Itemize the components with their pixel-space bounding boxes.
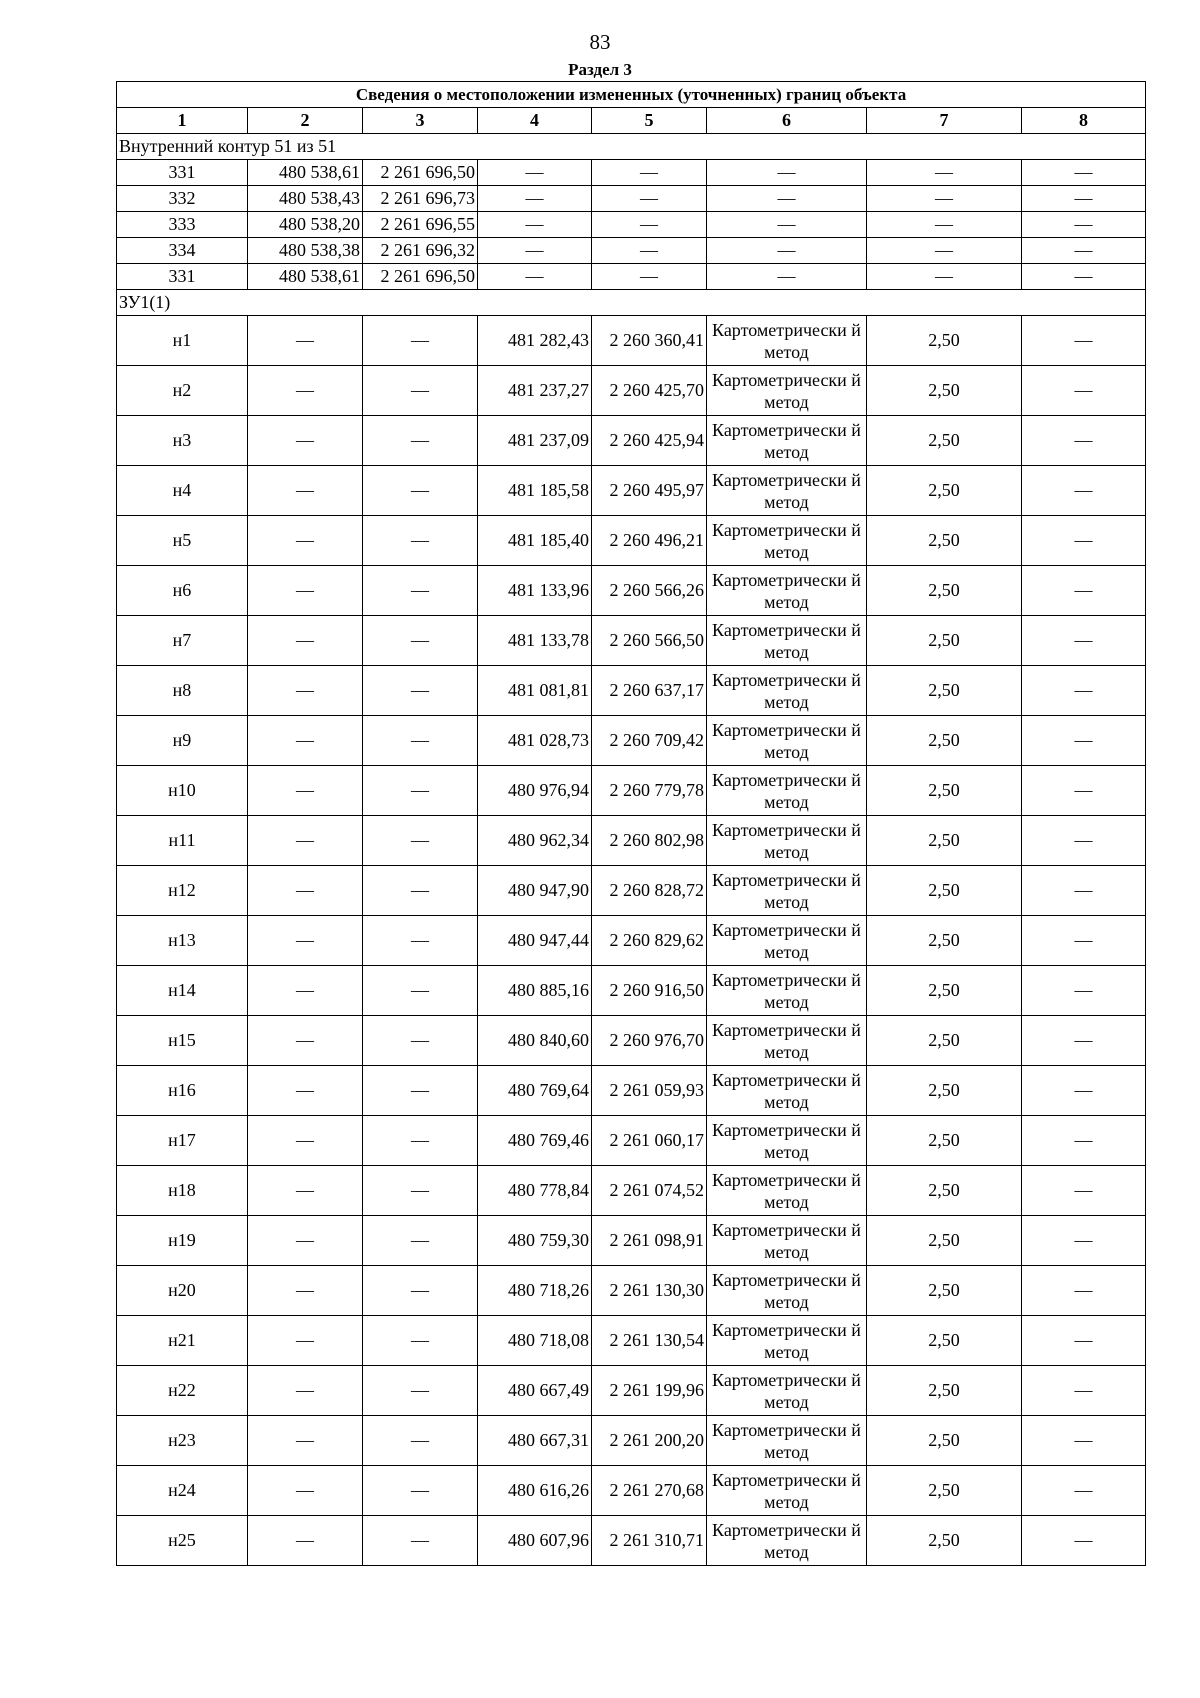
table-cell: н12 (117, 866, 248, 916)
table-cell: н10 (117, 766, 248, 816)
table-cell: 2 261 098,91 (592, 1216, 707, 1266)
table-cell: — (1022, 186, 1146, 212)
table-cell: — (478, 186, 592, 212)
table-row (117, 1466, 1146, 1516)
table-cell: 2 260 802,98 (592, 816, 707, 866)
table-cell: — (1022, 866, 1146, 916)
table-cell: — (707, 264, 867, 290)
table-cell: Картометрически й метод (707, 866, 867, 916)
table-cell: — (363, 1366, 478, 1416)
table-cell: — (363, 1416, 478, 1466)
table-cell: 2 261 200,20 (592, 1416, 707, 1466)
table-cell: 334 (117, 238, 248, 264)
table-cell: — (248, 1466, 363, 1516)
table-cell: 2 261 270,68 (592, 1466, 707, 1516)
table-cell: 2 261 074,52 (592, 1166, 707, 1216)
table-cell: 331 (117, 264, 248, 290)
table-cell: — (363, 716, 478, 766)
table-cell: — (1022, 666, 1146, 716)
table-row (117, 1066, 1146, 1116)
table-cell: — (1022, 1516, 1146, 1566)
table-cell: 333 (117, 212, 248, 238)
section-title: Раздел 3 (568, 60, 632, 79)
table-cell: 2 260 425,70 (592, 366, 707, 416)
table-row (117, 766, 1146, 816)
group-label: Внутренний контур 51 из 51 (117, 134, 1146, 160)
table-cell: 480 947,90 (478, 866, 592, 916)
table-cell: — (592, 264, 707, 290)
table-cell: 2 261 130,54 (592, 1316, 707, 1366)
table-cell: 2,50 (867, 1516, 1022, 1566)
table-cell: 481 237,27 (478, 366, 592, 416)
table-cell: 2 261 199,96 (592, 1366, 707, 1416)
column-header: 5 (592, 108, 707, 134)
table-cell: 481 081,81 (478, 666, 592, 716)
table-row (117, 666, 1146, 716)
table-row (117, 1216, 1146, 1266)
table-cell: н4 (117, 466, 248, 516)
table-row (117, 866, 1146, 916)
table-cell: — (592, 212, 707, 238)
table-cell: 2 261 060,17 (592, 1116, 707, 1166)
column-header: 6 (707, 108, 867, 134)
table-cell: — (1022, 264, 1146, 290)
table-cell: 481 133,78 (478, 616, 592, 666)
table-cell: Картометрически й метод (707, 1366, 867, 1416)
table-cell: 2 261 696,73 (363, 186, 478, 212)
table-cell: н19 (117, 1216, 248, 1266)
table-cell: Картометрически й метод (707, 766, 867, 816)
table-cell: — (1022, 1116, 1146, 1166)
table-cell: — (248, 716, 363, 766)
table-cell: — (1022, 1266, 1146, 1316)
table-cell: — (248, 366, 363, 416)
table-cell: 480 718,08 (478, 1316, 592, 1366)
table-cell: — (248, 1066, 363, 1116)
table-cell: 481 185,58 (478, 466, 592, 516)
table-cell: Картометрически й метод (707, 916, 867, 966)
table-cell: н22 (117, 1366, 248, 1416)
table-cell: 2 261 696,32 (363, 238, 478, 264)
table-cell: — (363, 816, 478, 866)
table-cell: Картометрически й метод (707, 1516, 867, 1566)
table-cell: 2,50 (867, 1116, 1022, 1166)
table-cell: 481 237,09 (478, 416, 592, 466)
table-cell: Картометрически й метод (707, 566, 867, 616)
table-cell: 2,50 (867, 466, 1022, 516)
table-cell: Картометрически й метод (707, 1266, 867, 1316)
table-row (117, 186, 1146, 212)
table-cell: — (248, 416, 363, 466)
table-cell: — (1022, 366, 1146, 416)
table-cell: 480 718,26 (478, 1266, 592, 1316)
table-cell: н5 (117, 516, 248, 566)
table-cell: — (867, 238, 1022, 264)
table-cell: 331 (117, 160, 248, 186)
table-cell: — (1022, 616, 1146, 666)
table-cell: н16 (117, 1066, 248, 1116)
table-cell: — (478, 238, 592, 264)
table-cell: 2,50 (867, 566, 1022, 616)
table-cell: — (363, 1316, 478, 1366)
table-cell: 2 261 696,50 (363, 160, 478, 186)
table-cell: — (363, 766, 478, 816)
group-label-row (117, 290, 1146, 316)
table-cell: 480 667,31 (478, 1416, 592, 1466)
column-header: 2 (248, 108, 363, 134)
table-row (117, 316, 1146, 366)
table-cell: 481 028,73 (478, 716, 592, 766)
table-cell: 2,50 (867, 666, 1022, 716)
table-cell: Картометрически й метод (707, 1016, 867, 1066)
table-cell: — (1022, 1466, 1146, 1516)
table-cell: — (707, 186, 867, 212)
table-cell: 2,50 (867, 366, 1022, 416)
table-cell: 2,50 (867, 316, 1022, 366)
table-cell: — (363, 1016, 478, 1066)
table-cell: 2 260 566,50 (592, 616, 707, 666)
table-cell: — (363, 366, 478, 416)
table-cell: — (248, 916, 363, 966)
table-cell: — (248, 1366, 363, 1416)
table-cell: Картометрически й метод (707, 316, 867, 366)
table-cell: н24 (117, 1466, 248, 1516)
table-cell: — (1022, 716, 1146, 766)
page-number: 83 (589, 30, 611, 54)
table-cell: — (248, 1116, 363, 1166)
table-cell: — (363, 516, 478, 566)
table-cell: 2,50 (867, 616, 1022, 666)
table-row (117, 466, 1146, 516)
table-cell: — (1022, 966, 1146, 1016)
coordinates-table (116, 81, 1146, 1566)
table-cell: 2 261 059,93 (592, 1066, 707, 1116)
column-header: 8 (1022, 108, 1146, 134)
table-row (117, 238, 1146, 264)
table-cell: — (248, 1216, 363, 1266)
table-row (117, 916, 1146, 966)
table-cell: — (363, 916, 478, 966)
table-cell: Картометрически й метод (707, 716, 867, 766)
table-cell: — (1022, 1166, 1146, 1216)
table-cell: 480 538,43 (248, 186, 363, 212)
table-cell: н3 (117, 416, 248, 466)
table-cell: — (363, 1116, 478, 1166)
table-cell: 2 261 696,55 (363, 212, 478, 238)
table-cell: — (248, 766, 363, 816)
table-cell: — (707, 238, 867, 264)
table-cell: — (248, 316, 363, 366)
table-cell: Картометрически й метод (707, 1116, 867, 1166)
table-cell: н25 (117, 1516, 248, 1566)
table-cell: — (248, 566, 363, 616)
table-row (117, 1166, 1146, 1216)
table-cell: 2 261 130,30 (592, 1266, 707, 1316)
table-cell: — (363, 566, 478, 616)
table-cell: — (363, 1216, 478, 1266)
table-cell: — (478, 212, 592, 238)
table-cell: — (248, 1416, 363, 1466)
table-cell: — (1022, 1216, 1146, 1266)
table-cell: н20 (117, 1266, 248, 1316)
table-cell: Картометрически й метод (707, 616, 867, 666)
table-cell: Картометрически й метод (707, 666, 867, 716)
table-row (117, 1316, 1146, 1366)
group-label: ЗУ1(1) (117, 290, 1146, 316)
table-cell: — (248, 816, 363, 866)
table-cell: н2 (117, 366, 248, 416)
column-header: 7 (867, 108, 1022, 134)
table-cell: Картометрически й метод (707, 816, 867, 866)
table-cell: — (248, 966, 363, 1016)
table-row (117, 416, 1146, 466)
table-cell: 2,50 (867, 1016, 1022, 1066)
table-cell: н7 (117, 616, 248, 666)
table-cell: 480 759,30 (478, 1216, 592, 1266)
table-cell: — (1022, 1416, 1146, 1466)
table-cell: — (1022, 1066, 1146, 1116)
table-cell: Картометрически й метод (707, 466, 867, 516)
table-cell: — (707, 160, 867, 186)
table-title: Сведения о местоположении измененных (уточненных) границ объекта (117, 82, 1146, 108)
table-cell: 2 261 696,50 (363, 264, 478, 290)
table-row (117, 1516, 1146, 1566)
table-cell: — (867, 160, 1022, 186)
table-cell: 481 282,43 (478, 316, 592, 366)
table-cell: — (363, 1466, 478, 1516)
table-cell: — (363, 316, 478, 366)
table-cell: 2,50 (867, 916, 1022, 966)
table-cell: 2,50 (867, 416, 1022, 466)
table-cell: — (363, 1266, 478, 1316)
table-cell: 480 885,16 (478, 966, 592, 1016)
table-cell: 480 538,61 (248, 264, 363, 290)
table-cell: — (1022, 160, 1146, 186)
table-cell: — (363, 616, 478, 666)
table-cell: 2,50 (867, 1366, 1022, 1416)
column-header: 1 (117, 108, 248, 134)
table-cell: н11 (117, 816, 248, 866)
column-header-row (117, 108, 1146, 134)
table-row (117, 1116, 1146, 1166)
table-cell: 2,50 (867, 816, 1022, 866)
table-cell: 480 840,60 (478, 1016, 592, 1066)
table-cell: н13 (117, 916, 248, 966)
table-cell: 2 260 709,42 (592, 716, 707, 766)
table-cell: — (1022, 916, 1146, 966)
table-row (117, 816, 1146, 866)
table-cell: 480 947,44 (478, 916, 592, 966)
table-cell: 480 976,94 (478, 766, 592, 816)
column-header: 3 (363, 108, 478, 134)
table-cell: Картометрически й метод (707, 1216, 867, 1266)
table-cell: — (248, 1016, 363, 1066)
table-cell: 2 260 495,97 (592, 466, 707, 516)
table-cell: — (248, 616, 363, 666)
table-cell: — (1022, 466, 1146, 516)
table-cell: — (592, 160, 707, 186)
table-cell: н9 (117, 716, 248, 766)
table-cell: — (1022, 1316, 1146, 1366)
table-cell: Картометрически й метод (707, 366, 867, 416)
table-cell: 480 607,96 (478, 1516, 592, 1566)
table-cell: Картометрически й метод (707, 966, 867, 1016)
table-cell: 2 260 637,17 (592, 666, 707, 716)
table-cell: н15 (117, 1016, 248, 1066)
table-cell: — (248, 466, 363, 516)
table-cell: 2 260 496,21 (592, 516, 707, 566)
table-cell: 2 260 566,26 (592, 566, 707, 616)
table-cell: — (867, 212, 1022, 238)
table-row (117, 716, 1146, 766)
table-cell: — (1022, 316, 1146, 366)
table-cell: — (1022, 1016, 1146, 1066)
table-cell: н6 (117, 566, 248, 616)
table-cell: — (1022, 566, 1146, 616)
table-cell: — (248, 1516, 363, 1566)
table-cell: — (363, 966, 478, 1016)
table-row (117, 1266, 1146, 1316)
table-cell: — (248, 866, 363, 916)
table-cell: 480 769,64 (478, 1066, 592, 1116)
table-cell: 2,50 (867, 1266, 1022, 1316)
table-cell: 2 260 828,72 (592, 866, 707, 916)
table-cell: Картометрически й метод (707, 1466, 867, 1516)
table-cell: — (867, 264, 1022, 290)
table-cell: — (707, 212, 867, 238)
table-cell: — (248, 1266, 363, 1316)
table-cell: 2,50 (867, 1216, 1022, 1266)
table-cell: 480 616,26 (478, 1466, 592, 1516)
table-cell: 2 260 829,62 (592, 916, 707, 966)
table-cell: 480 778,84 (478, 1166, 592, 1216)
table-cell: — (1022, 416, 1146, 466)
table-cell: 480 962,34 (478, 816, 592, 866)
table-cell: 480 538,20 (248, 212, 363, 238)
table-cell: 2 260 976,70 (592, 1016, 707, 1066)
table-cell: — (248, 516, 363, 566)
table-cell: — (363, 666, 478, 716)
table-cell: н8 (117, 666, 248, 716)
table-cell: — (248, 1166, 363, 1216)
table-row (117, 160, 1146, 186)
table-cell: 332 (117, 186, 248, 212)
table-row (117, 516, 1146, 566)
table-cell: 2,50 (867, 766, 1022, 816)
table-cell: 2 260 425,94 (592, 416, 707, 466)
table-cell: Картометрически й метод (707, 1066, 867, 1116)
table-cell: — (1022, 516, 1146, 566)
table-row (117, 566, 1146, 616)
table-cell: — (1022, 212, 1146, 238)
table-row (117, 1366, 1146, 1416)
column-header: 4 (478, 108, 592, 134)
table-row (117, 1016, 1146, 1066)
table-cell: 2,50 (867, 1166, 1022, 1216)
table-row (117, 966, 1146, 1016)
table-cell: 480 769,46 (478, 1116, 592, 1166)
table-cell: — (363, 1066, 478, 1116)
table-cell: 480 538,61 (248, 160, 363, 186)
table-cell: 2 260 779,78 (592, 766, 707, 816)
table-cell: н1 (117, 316, 248, 366)
table-title-row (117, 82, 1146, 108)
table-row (117, 366, 1146, 416)
table-row (117, 212, 1146, 238)
table-cell: 481 133,96 (478, 566, 592, 616)
table-cell: — (592, 186, 707, 212)
table-cell: — (478, 264, 592, 290)
table-cell: н17 (117, 1116, 248, 1166)
table-row (117, 1416, 1146, 1466)
table-cell: н21 (117, 1316, 248, 1366)
group-label-row (117, 134, 1146, 160)
table-cell: Картометрически й метод (707, 416, 867, 466)
table-row (117, 616, 1146, 666)
table-cell: н18 (117, 1166, 248, 1216)
table-cell: 2,50 (867, 516, 1022, 566)
table-cell: Картометрически й метод (707, 516, 867, 566)
table-cell: Картометрически й метод (707, 1416, 867, 1466)
table-cell: 2,50 (867, 966, 1022, 1016)
table-cell: 2 260 916,50 (592, 966, 707, 1016)
table-cell: н23 (117, 1416, 248, 1466)
table-row (117, 264, 1146, 290)
table-cell: 481 185,40 (478, 516, 592, 566)
table-cell: — (363, 416, 478, 466)
table-cell: 2,50 (867, 1316, 1022, 1366)
table-cell: 2,50 (867, 1416, 1022, 1466)
table-cell: 480 538,38 (248, 238, 363, 264)
table-cell: — (363, 466, 478, 516)
table-cell: — (867, 186, 1022, 212)
table-cell: 2 260 360,41 (592, 316, 707, 366)
table-cell: 2,50 (867, 866, 1022, 916)
table-cell: — (363, 1516, 478, 1566)
table-cell: — (1022, 766, 1146, 816)
table-cell: — (1022, 1366, 1146, 1416)
table-cell: — (363, 1166, 478, 1216)
table-cell: — (363, 866, 478, 916)
table-cell: 2,50 (867, 1066, 1022, 1116)
table-cell: н14 (117, 966, 248, 1016)
table-cell: — (478, 160, 592, 186)
table-cell: — (248, 666, 363, 716)
table-cell: 480 667,49 (478, 1366, 592, 1416)
table-cell: 2 261 310,71 (592, 1516, 707, 1566)
table-cell: Картометрически й метод (707, 1316, 867, 1366)
table-cell: — (1022, 816, 1146, 866)
table-cell: — (1022, 238, 1146, 264)
table-cell: 2,50 (867, 716, 1022, 766)
table-cell: 2,50 (867, 1466, 1022, 1516)
table-cell: — (248, 1316, 363, 1366)
table-cell: Картометрически й метод (707, 1166, 867, 1216)
table-cell: — (592, 238, 707, 264)
